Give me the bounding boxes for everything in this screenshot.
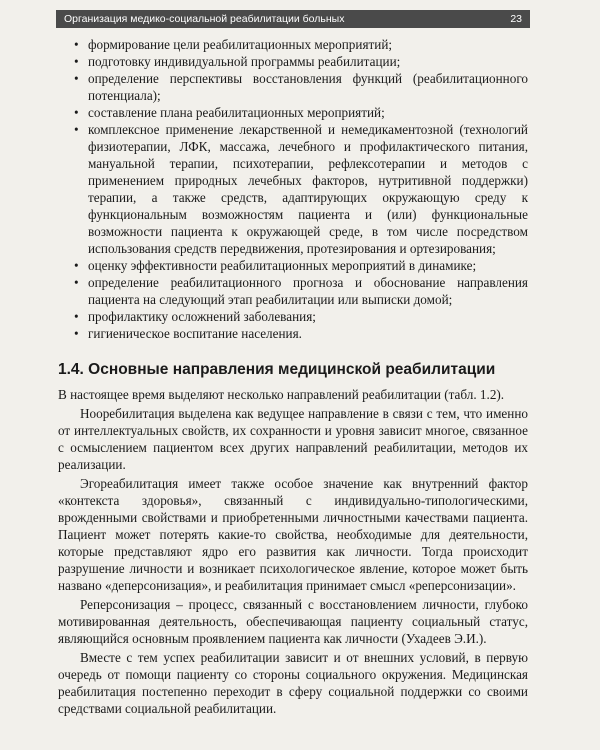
bullet-item: • профилактику осложнений заболевания; xyxy=(58,308,528,325)
bullet-item: • гигиеническое воспитание населения. xyxy=(58,325,528,342)
section-heading: 1.4. Основные направления медицинской реабилитации xyxy=(58,361,496,378)
paragraph: Реперсонизация – процесс, связанный с восстановлением личности, глубоко мотивированная деятельность, обеспечивающая пациенту социальный статус, являющийся основным проявлением пациента как личности (Ухадеев Э.И.). xyxy=(58,597,528,646)
bullet-item: • определение перспективы восстановления функций (реабилитационного потенциала); xyxy=(58,70,528,104)
bullet-item: • комплексное применение лекарственной и немедикаментозной (технологий физиотерапии, ЛФК, массажа, лечебного и профилактического питания, мануальной терапии, психотерапии, рефлексотерапии и методов с применением природных лечебных факторов, нутритивной поддержки) терапии, а также средств, адаптирующих окружающую среду к функциональным возможностям пациента и (или) функциональные возможности пациента к окружающей среде, в том числе посредством использования средств передвижения, протезирования и ортезирования; xyxy=(58,121,528,257)
bullet-item: • формирование цели реабилитационных мероприятий; xyxy=(58,36,528,53)
bullet-item: • оценку эффективности реабилитационных мероприятий в динамике; xyxy=(58,257,528,274)
bullet-item: • определение реабилитационного прогноза и обоснование направления пациента на следующий этап реабилитации или выписки домой; xyxy=(58,274,528,308)
page-body xyxy=(58,36,528,717)
paragraph: Нооребилитация выделена как ведущее направление в связи с тем, что именно от интеллектуальных свойств, их сохранности и уровня зависит многое, связанное с осмыслением пациентом всех других направлений реабилитации, методов их реализации. xyxy=(58,406,528,472)
running-header-title: Организация медико-социальной реабилитации больных xyxy=(64,13,345,25)
page-number: 23 xyxy=(510,13,522,25)
paragraph: Эгореабилитация имеет также особое значение как внутренний фактор «контекста здоровья», связанный с индивидуально-типологическими, врожденными свойствами и приобретенными личностными качествами пациента. Пациент может потерять какие-то свойства, необходимые для деятельности, которые представляют ядро его развития как личности. Тогда происходит разрушение личности и возникает психологическое явление, которое может быть названо «деперсонизация», и реабилитация принимает смысл «реперсонизации». xyxy=(58,476,528,593)
bullet-item: • подготовку индивидуальной программы реабилитации; xyxy=(58,53,528,70)
paragraph: В настоящее время выделяют несколько направлений реабилитации (табл. 1.2). xyxy=(58,387,505,402)
bullet-item: • составление плана реабилитационных мероприятий; xyxy=(58,104,528,121)
paragraph: Вместе с тем успех реабилитации зависит и от внешних условий, в первую очередь от помощи пациенту со стороны социального окружения. Медицинская реабилитация постепенно переходит в сферу социальной поддержки со своими средствами социальной реабилитации. xyxy=(58,650,528,716)
bullet-list xyxy=(58,36,528,342)
running-header xyxy=(56,10,530,28)
